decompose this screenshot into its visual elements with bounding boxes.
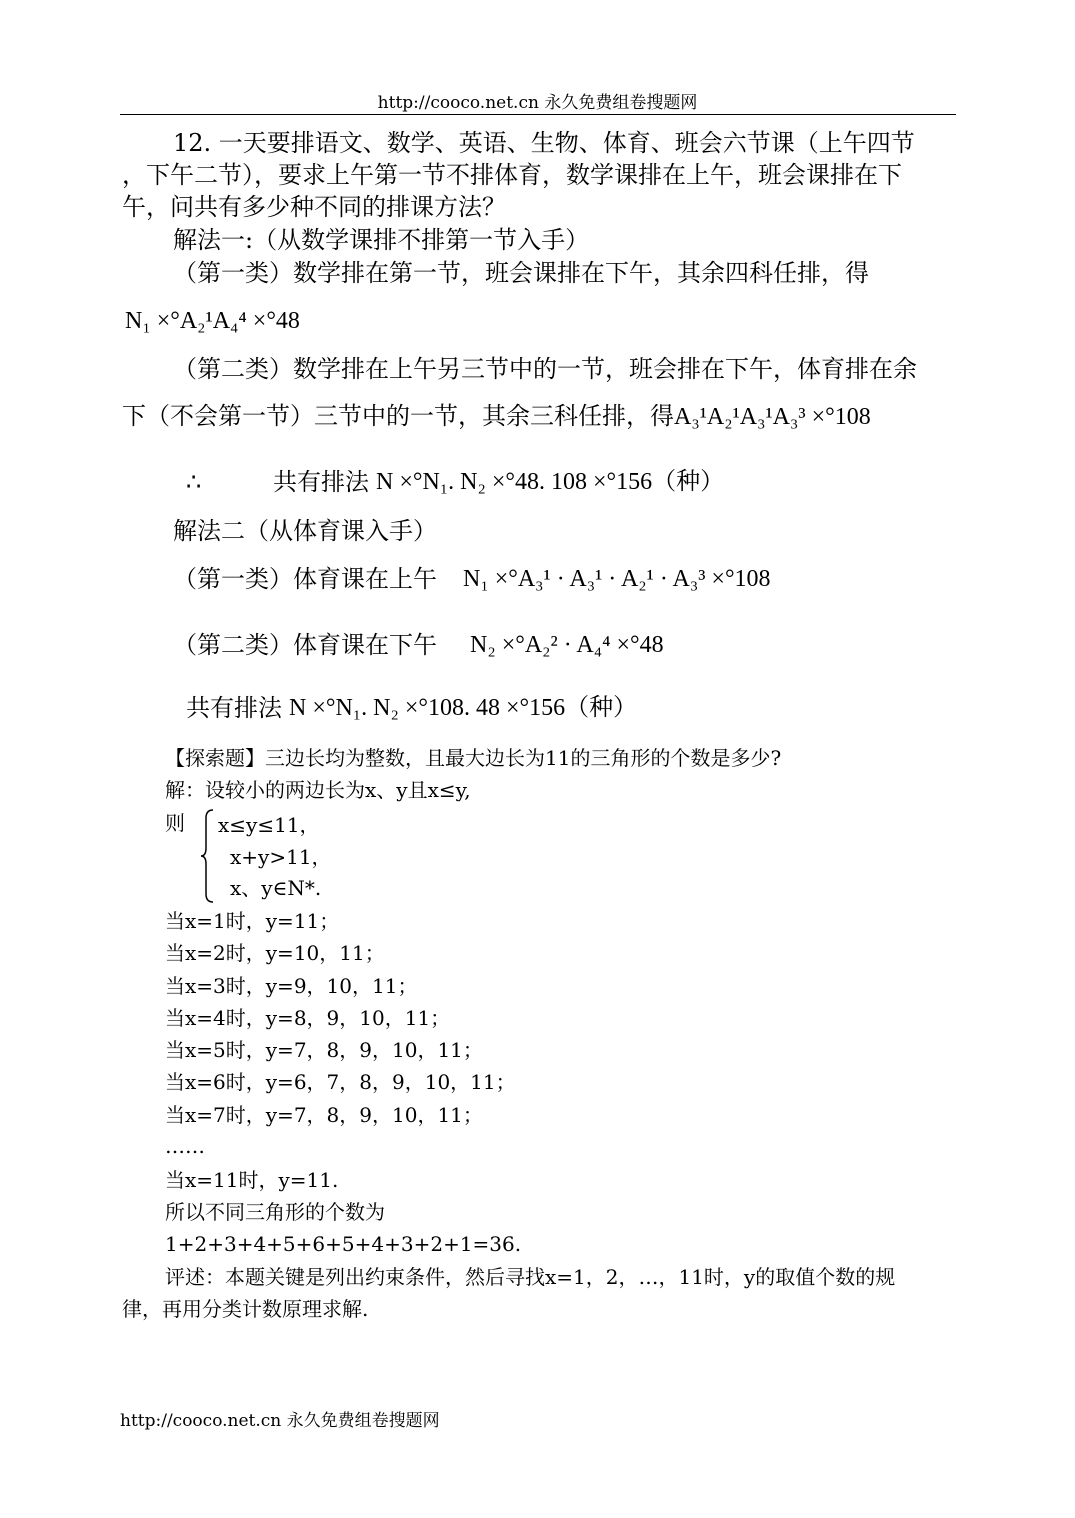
m1-class1-formula: N₁ ×°A₂¹A₄⁴ ×°48 [125, 308, 300, 334]
conclusion-line1: 所以不同三角形的个数为 [165, 1200, 385, 1224]
case-line: 当x=4时，y=8，9，10，11； [165, 1006, 451, 1030]
page-header: http://cooco.net.cn 永久免费组卷搜题网 [377, 93, 698, 113]
m2-class1-formula: N₁ ×°A₃¹ · A₃¹ · A₂¹ · A₃³ ×°108 [463, 566, 771, 592]
problem12-line2: ，下午二节），要求上午第一节不排体育，数学课排在上午，班会课排在下 [122, 161, 902, 189]
m2-total-label: 共有排法 [186, 694, 282, 722]
last-case: 当x=11时，y=11. [165, 1168, 339, 1192]
case-line: 当x=6时，y=6，7，8，9，10，11； [165, 1070, 516, 1094]
m1-class2-line1: （第二类）数学排在上午另三节中的一节，班会排在下午，体育排在余 [173, 355, 917, 383]
case-line: 当x=7时，y=7，8，9，10，11； [165, 1103, 483, 1127]
explore-then: 则 [165, 811, 185, 835]
problem12-line1: 12. 一天要排语文、数学、英语、生物、体育、班会六节课（上午四节 [173, 129, 915, 157]
explore-solution-intro: 解：设较小的两边长为x、y且x≤y, [165, 778, 471, 802]
system-condition-1: x≤y≤11， [218, 813, 320, 837]
comment-line2: 律，再用分类计数原理求解. [122, 1297, 369, 1321]
m1-class2-formula: A₃¹A₂¹A₃¹A₃³ ×°108 [674, 404, 871, 430]
comment-line1: 评述：本题关键是列出约束条件，然后寻找x=1，2，…，11时，y的取值个数的规 [165, 1265, 896, 1289]
header-divider [120, 114, 956, 115]
system-condition-3: x、y∈N*. [230, 876, 322, 900]
m1-total-formula: N ×°N₁. N₂ ×°48. 108 ×°156（种） [376, 469, 725, 495]
page-footer: http://cooco.net.cn 永久免费组卷搜题网 [120, 1411, 440, 1431]
case-line: 当x=1时，y=11； [165, 909, 340, 933]
explore-title: 【探索题】三边长均为整数，且最大边长为11的三角形的个数是多少? [165, 746, 782, 770]
conclusion-line2: 1+2+3+4+5+6+5+4+3+2+1=36. [165, 1232, 522, 1256]
case-line: 当x=5时，y=7，8，9，10，11； [165, 1038, 483, 1062]
m2-class2: （第二类）体育课在下午 [173, 631, 437, 659]
system-condition-2: x+y>11， [230, 845, 332, 869]
m1-class1: （第一类）数学排在第一节，班会课排在下午，其余四科任排，得 [173, 259, 869, 287]
m1-class2-line2: 下（不会第一节）三节中的一节，其余三科任排，得 [122, 402, 674, 430]
m2-class2-formula: N₂ ×°A₂² · A₄⁴ ×°48 [470, 632, 664, 658]
problem12-line3: 午，问共有多少种不同的排课方法？ [122, 193, 506, 221]
m1-total-label: 共有排法 [273, 468, 369, 496]
method1-title: 解法一:（从数学课排不排第一节入手） [173, 226, 590, 254]
system-brace [200, 808, 214, 904]
case-line: 当x=3时，y=9，10，11； [165, 974, 418, 998]
case-line: 当x=2时，y=10，11； [165, 941, 385, 965]
m2-total-formula: N ×°N₁. N₂ ×°108. 48 ×°156（种） [289, 695, 638, 721]
therefore-symbol: ∴ [186, 468, 202, 496]
m2-class1: （第一类）体育课在上午 [173, 565, 437, 593]
method2-title: 解法二（从体育课入手） [173, 517, 437, 545]
ellipsis: …… [165, 1134, 205, 1158]
